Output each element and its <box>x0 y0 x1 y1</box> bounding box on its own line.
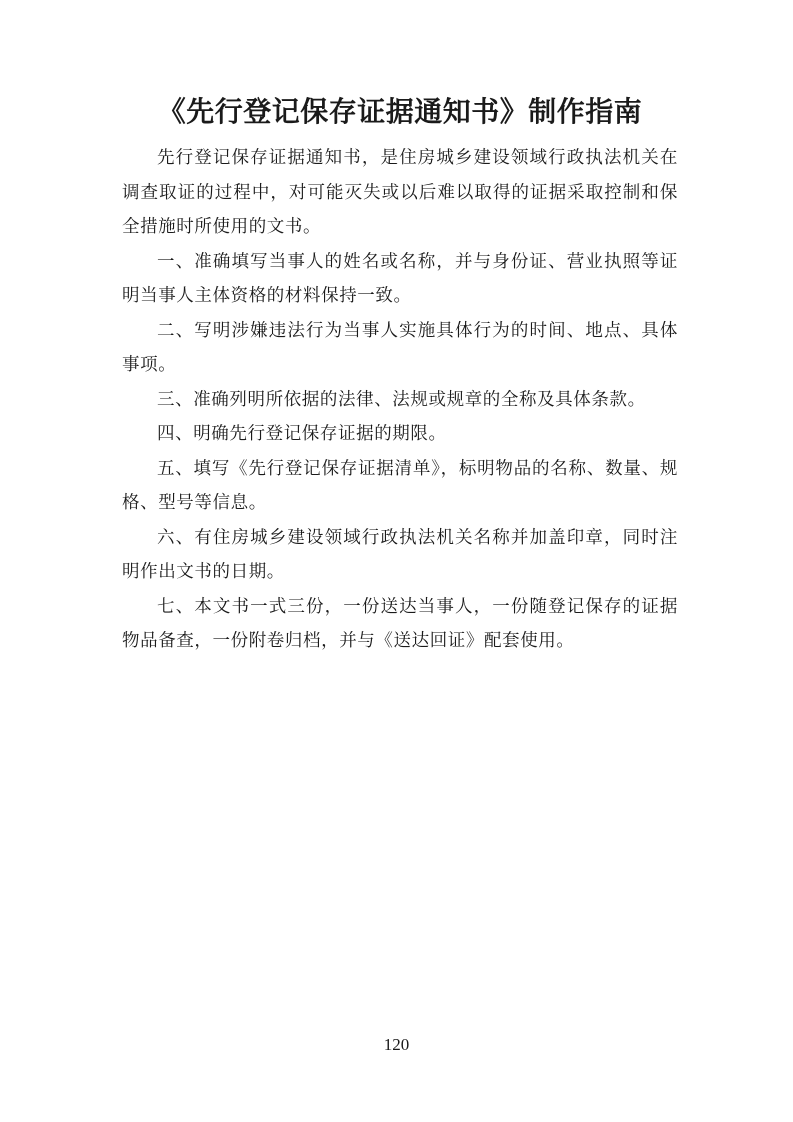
guideline-item-6: 六、有住房城乡建设领域行政执法机关名称并加盖印章，同时注明作出文书的日期。 <box>122 527 678 582</box>
guideline-item-5: 五、填写《先行登记保存证据清单》，标明物品的名称、数量、规格、型号等信息。 <box>122 458 678 513</box>
guideline-item-2: 二、写明涉嫌违法行为当事人实施具体行为的时间、地点、具体事项。 <box>122 320 678 375</box>
document-title: 《先行登记保存证据通知书》制作指南 <box>157 95 643 128</box>
guideline-item-7: 七、本文书一式三份，一份送达当事人，一份随登记保存的证据物品备查，一份附卷归档，并与《送达回证》配套使用。 <box>122 596 678 651</box>
page-number: 120 <box>383 1035 410 1054</box>
guideline-item-1: 一、准确填写当事人的姓名或名称，并与身份证、营业执照等证明当事人主体资格的材料保持一致。 <box>122 251 678 306</box>
document-body <box>122 141 678 659</box>
intro-paragraph: 先行登记保存证据通知书，是住房城乡建设领域行政执法机关在调查取证的过程中，对可能灭失或以后难以取得的证据采取控制和保全措施时所使用的文书。 <box>122 148 678 237</box>
guideline-item-4: 四、明确先行登记保存证据的期限。 <box>157 424 447 444</box>
guideline-item-3: 三、准确列明所依据的法律、法规或规章的全称及具体条款。 <box>157 389 646 410</box>
